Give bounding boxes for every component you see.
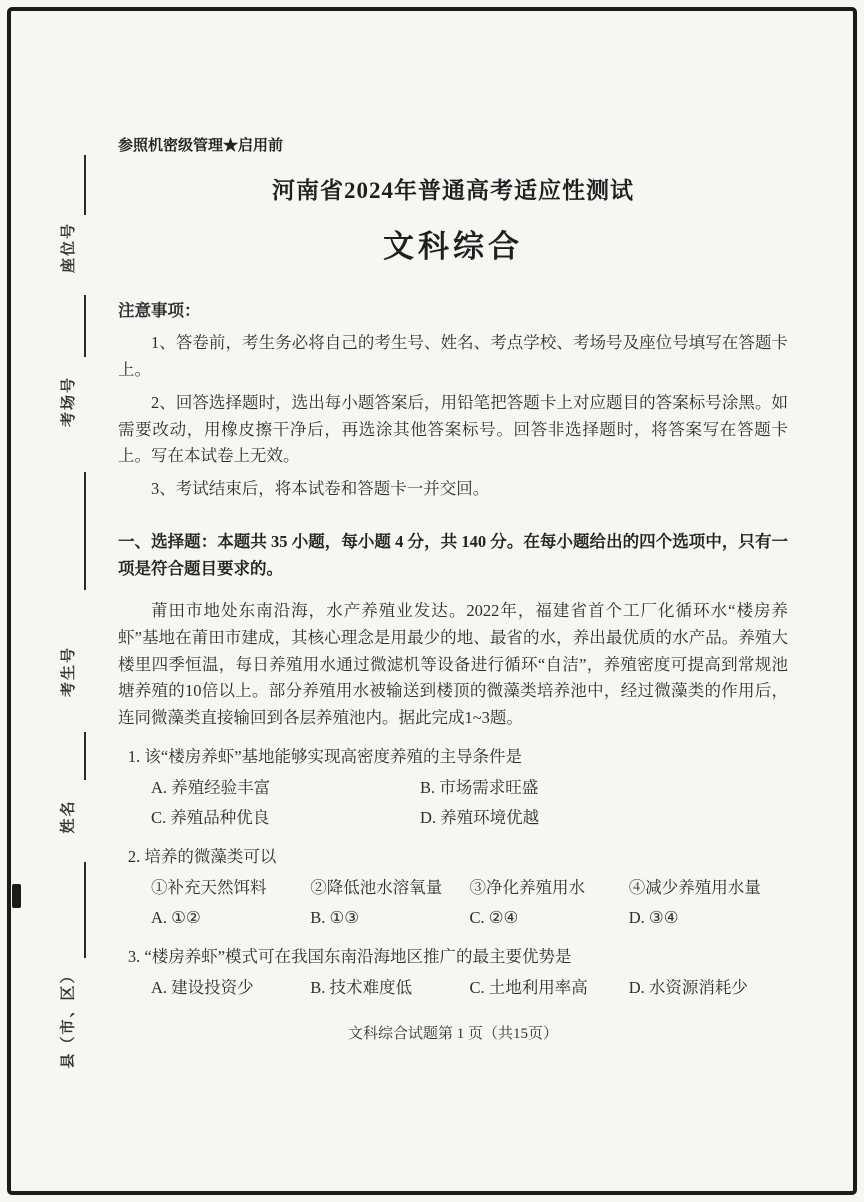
question-1 [118, 744, 788, 832]
margin-label-candidate-number: 考生号 [60, 645, 77, 697]
choice-4: ④减少养殖用水量 [628, 877, 761, 897]
margin-label-name: 姓名 [60, 798, 77, 834]
notice-heading: 注意事项： [118, 300, 201, 320]
option-c: C. ②④ [469, 908, 519, 928]
option-b: B. 市场需求旺盛 [420, 777, 539, 797]
option-c: C. 养殖品种优良 [151, 808, 270, 828]
question-stem: 3. “楼房养虾”模式可在我国东南沿海地区推广的最主要优势是 [127, 947, 572, 967]
fill-in-line [84, 295, 86, 357]
option-a: A. 建设投资少 [151, 977, 254, 997]
option-d: D. 水资源消耗少 [628, 977, 748, 997]
question-options [118, 905, 788, 932]
binding-margin [0, 0, 110, 1202]
question-stem: 1. 该“楼房养虾”基地能够实现高密度养殖的主导条件是 [127, 746, 523, 766]
question-3 [118, 944, 788, 1001]
page-footer: 文科综合试题第 1 页（共15页） [347, 1025, 558, 1042]
notice-item-2: 2、回答选择题时，选出每小题答案后，用铅笔把答题卡上对应题目的答案标号涂黑。如需要改动，用橡皮擦干净后，再选涂其他答案标号。回答非选择题时，将答案写在答题卡上。写在本试卷上无效。 [118, 392, 788, 466]
question-stem: 2. 培养的微藻类可以 [127, 846, 277, 866]
classification-banner: 参照机密级管理★启用前 [118, 138, 284, 154]
option-d: D. ③④ [628, 908, 679, 928]
choice-3: ③净化养殖用水 [469, 877, 585, 897]
option-a: A. ①② [151, 908, 201, 928]
reading-passage: 莆田市地处东南沿海，水产养殖业发达。2022年，福建省首个工厂化循环水“楼房养虾”基地在莆田市建成，其核心理念是用最少的地、最省的水，养出最优质的水产品。养殖大楼里四季恒温，每日养殖用水通过微滤机等设备进行循环“自洁”，养殖密度可提高到常规池塘养殖的10倍以上。部分养殖用水被输送到楼顶的微藻类培养池中，经过微藻类的作用后，连同微藻类直接输回到各层养殖池内。据此完成1~3题。 [118, 601, 788, 728]
notice-item-3: 3、考试结束后，将本试卷和答题卡一并交回。 [151, 479, 490, 499]
notice-item-1: 1、答卷前，考生务必将自己的考生号、姓名、考点学校、考场号及座位号填写在答题卡上。 [118, 333, 788, 380]
question-2 [118, 844, 788, 932]
question-options [118, 975, 788, 1002]
question-choices [118, 875, 788, 902]
registration-mark [12, 884, 21, 908]
margin-label-room-number: 考场号 [60, 375, 77, 427]
margin-label-seat-number: 座位号 [60, 221, 77, 273]
fill-in-line [84, 862, 86, 958]
option-d: D. 养殖环境优越 [420, 808, 540, 828]
option-c: C. 土地利用率高 [469, 977, 588, 997]
exam-title: 河南省2024年普通高考适应性测试 [272, 178, 634, 204]
fill-in-line [84, 472, 86, 590]
fill-in-line [84, 155, 86, 215]
section-one-heading: 一、选择题：本题共 35 小题，每小题 4 分，共 140 分。在每小题给出的四个选项中，只有一项是符合题目要求的。 [118, 531, 788, 578]
exam-subject-title: 文科综合 [383, 228, 523, 264]
option-b: B. ①③ [310, 908, 360, 928]
exam-body [118, 134, 788, 1046]
question-options [118, 775, 788, 832]
fill-in-line [84, 732, 86, 780]
choice-2: ②降低池水溶氧量 [310, 877, 443, 897]
choice-1: ①补充天然饵料 [151, 877, 267, 897]
option-b: B. 技术难度低 [310, 977, 413, 997]
margin-label-county: 县（市、区） [60, 965, 77, 1069]
option-a: A. 养殖经验丰富 [151, 777, 271, 797]
